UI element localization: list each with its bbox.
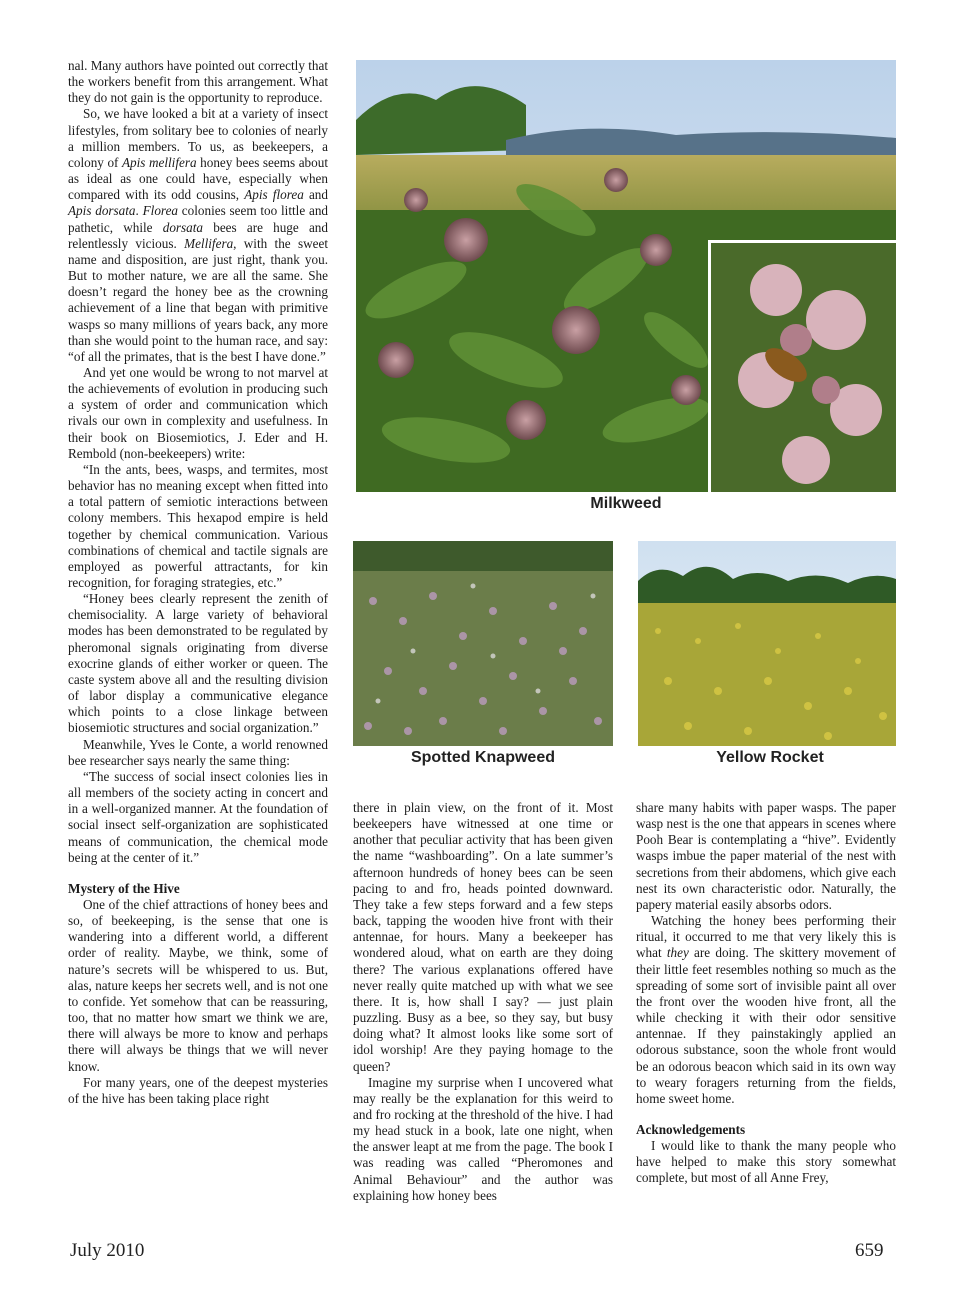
quote-paragraph: “The success of social insect colonies lies in all members of the society acting in concert and in a well-organized manner. At the foundation of social insect self-organization are sophisticated means of communication, the chemical mode being at the center of it.” xyxy=(68,768,328,865)
left-text-column xyxy=(68,58,328,1107)
section-heading: Mystery of the Hive xyxy=(68,880,180,896)
paragraph: And yet one would be wrong to not marvel at the achievements of evolution in producing such a system of order and communication which rivals our own in complexity and usefulness. In their book on Biosemiotics, J. Eder and H. Rembold (non-beekeepers) write: xyxy=(68,364,328,461)
paragraph: nal. Many authors have pointed out correctly that the workers benefit from this arrangement. What they do not gain is the opportunity to reproduce. xyxy=(68,58,329,106)
page-number: 659 xyxy=(855,1240,884,1261)
paragraph: Watching the honey bees performing their ritual, it occurred to me that very likely this is what they are doing. The skittery movement of their little feet resembles nothing so much as the spreading of some sort of invisible paint all over the front over the wooden hive front, all the while checking it with their odor sensitive antennae. If they painstakingly applied an odorous substance, soon the whole front would be an odorous beacon which said in its own way to weary foragers returning from the fields, home sweet home. xyxy=(636,913,897,1106)
yellow-rocket-caption: Yellow Rocket xyxy=(716,749,824,766)
paragraph: I would like to thank the many people who have helped to make this story somewhat complete, but most of all Anne Frey, xyxy=(636,1138,896,1186)
paragraph: Imagine my surprise when I uncovered what may really be the explanation for this weird to and fro rocking at the threshold of the hive. I had my head stuck in a book, late one night, when the answer leapt at me from the page. The book I was reading was called “Pheromones and Animal Behaviour” and the author was explaining how honey bees xyxy=(353,1074,613,1203)
milkweed-photo xyxy=(356,60,896,492)
yellow-rocket-image xyxy=(638,541,896,746)
paragraph: Meanwhile, Yves le Conte, a world renowned bee researcher says nearly the same thing: xyxy=(68,736,328,768)
quote-paragraph: “In the ants, bees, wasps, and termites, most behavior has no meaning except when fitted into a total pattern of semiotic interactions between colony members. This hexapod empire is held together by chemical communication. Various combinations of chemical and tactile signals are employed as powerful attractants, for kin recognition, for foraging strategies, etc.” xyxy=(68,461,328,590)
milkweed-image xyxy=(356,60,896,492)
section-heading: Acknowledgements xyxy=(636,1121,746,1137)
middle-text-column xyxy=(353,800,613,1204)
issue-date: July 2010 xyxy=(70,1240,145,1261)
paragraph: there in plain view, on the front of it. Most beekeepers have witnessed at one time or another that peculiar activity that has been given the name “washboarding”. On a late summer’s afternoon hundreds of honey bees can be seen pacing to and fro, heads pointed downward. They take a few steps forward and a few steps back, tapping the wooden hive front with their antennae, for hours. Many a beekeeper has wondered aloud, what on earth are they doing there? The various explanations offered have never really quite matched up with what we see there. It is, how shall I say? — just plain puzzling. Busy as a bee, so they say, but busy doing what? It almost looks like some sort of idol worship! Are they paying homage to the queen? xyxy=(353,800,613,1074)
paragraph: For many years, one of the deepest mysteries of the hive has been taking place right xyxy=(68,1074,328,1106)
knapweed-image xyxy=(353,541,613,746)
right-text-column xyxy=(636,800,896,1187)
knapweed-caption: Spotted Knapweed xyxy=(410,749,555,766)
knapweed-photo xyxy=(353,541,613,746)
paragraph: share many habits with paper wasps. The paper wasp nest is the one that appears in scenes where Pooh Bear is contemplating a “hive”. Evidently wasps imbue the paper material of the nest with secretions from their abdomens, which give each nest its own characteristic odor. Naturally, the papery material easily absorbs odors. xyxy=(636,800,896,912)
paragraph: One of the chief attractions of honey bees and so, of beekeeping, is the sense that one is wandering into a different world, a different order of reality. Maybe, we think, some of nature’s secrets will be whispered to us. But, alas, nature keeps her secrets well, and is not one to confide. Yet somehow that can be reassuring, too, that no matter how smart we think we are, there will always be more to know and perhaps there will always be things that we will never know. xyxy=(68,896,328,1074)
milkweed-caption: Milkweed xyxy=(590,495,662,512)
quote-paragraph: “Honey bees clearly represent the zenith of chemisociality. A large variety of behavioral modes has been demonstrated to be regulated by pheromonal signals originating from diverse exocrine glands of either worker or queen. The caste system above all and the resulting division of labor display a communicative elegance which points to a close linkage between biosemiotic structures and social organization.” xyxy=(68,591,328,736)
yellow-rocket-photo xyxy=(638,541,896,746)
paragraph: So, we have looked a bit at a variety of insect lifestyles, from solitary bee to colonies of nearly a million members. To us, as beekeepers, a colony of Apis mellifera honey bees seems about as ideal as one could have, especially when compared with its odd cousins, Apis florea and Apis dorsata. Florea colonies seem too little and pathetic, while dorsata bees are huge and relentlessly vicious. Mellifera, with the sweet name and disposition, are just right, thank you. But to mother nature, we are all the same. She doesn’t regard the honey bee as the crowning achievement of a line that began with primitive wasps so many millions of years back, any more than she would point to the human race, and say: “of all the primates, that is the best I have done.” xyxy=(68,106,329,364)
